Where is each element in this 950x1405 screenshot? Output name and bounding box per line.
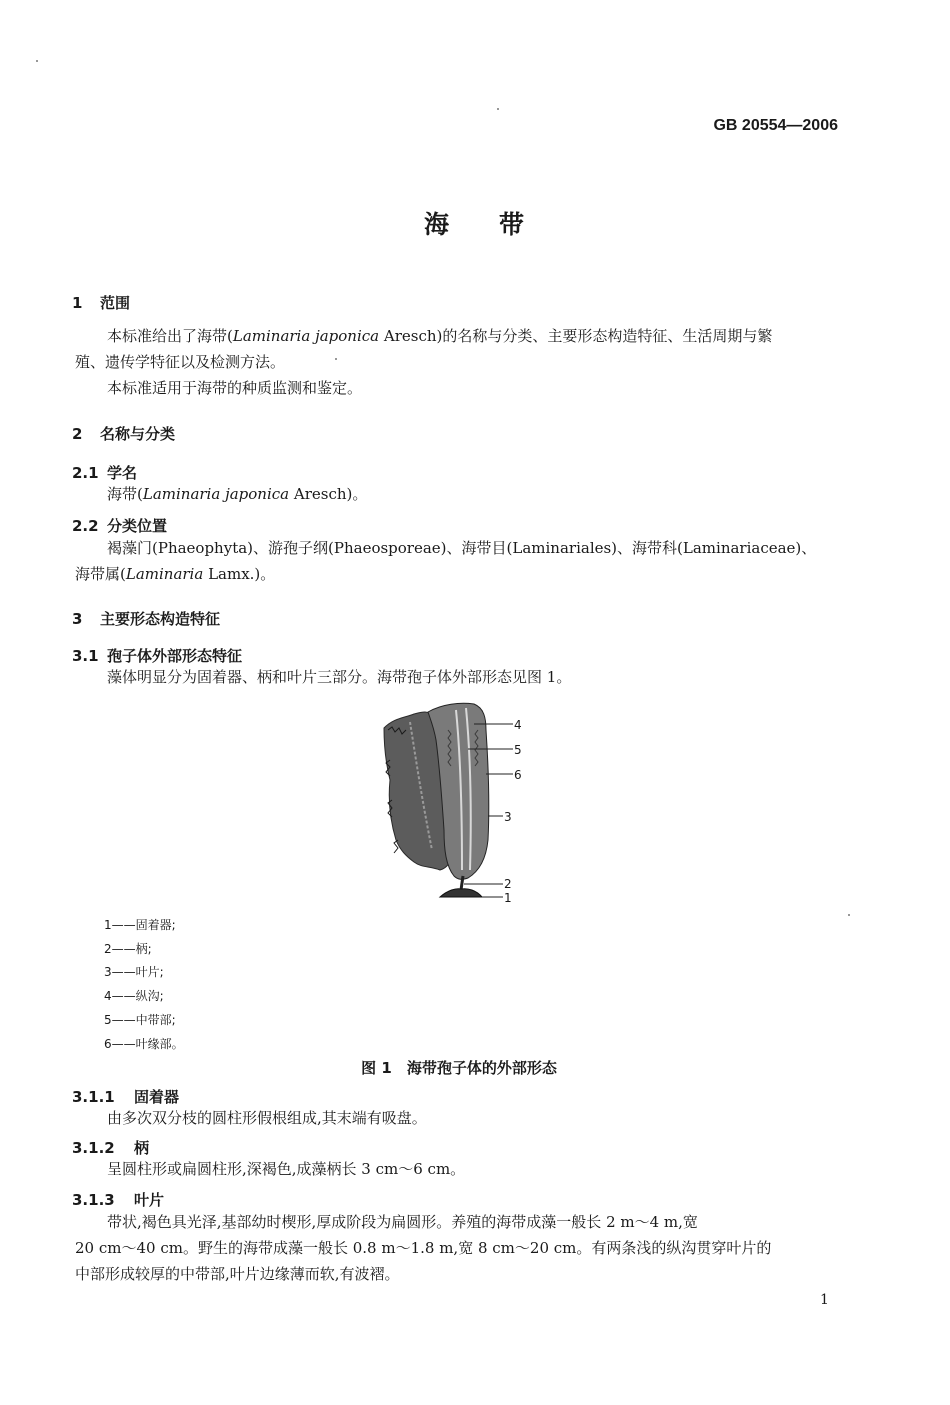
figure-caption: 图 1 海带孢子体的外部形态 bbox=[361, 1059, 557, 1077]
section-1-para-2: 本标准适用于海带的种质监测和鉴定。 bbox=[107, 379, 363, 397]
figure-label-2: 2 bbox=[504, 877, 512, 891]
section-2-2-line-1: 褐藻门(Phaeophyta)、游孢子纲(Phaeosporeae)、海带目(Laminariales)、海带科(Laminariaceae)、 bbox=[107, 539, 817, 557]
figure-label-4: 4 bbox=[514, 718, 522, 732]
figure-label-6: 6 bbox=[514, 768, 522, 782]
section-3-1-3-heading: 3.1.3 叶片 bbox=[72, 1191, 165, 1209]
section-3-1-heading: 3.1 孢子体外部形态特征 bbox=[72, 647, 243, 665]
page-number: 1 bbox=[820, 1292, 829, 1308]
figure-label-3: 3 bbox=[504, 810, 512, 824]
legend-item-3: 3——叶片; bbox=[104, 965, 164, 979]
scan-speck bbox=[497, 108, 499, 110]
section-3-1-3-line-3: 中部形成较厚的中带部,叶片边缘薄而软,有波褶。 bbox=[75, 1265, 400, 1283]
legend-item-1: 1——固着器; bbox=[104, 918, 176, 932]
section-3-1-2-heading: 3.1.2 柄 bbox=[72, 1139, 150, 1157]
section-3-1-2-text: 呈圆柱形或扁圆柱形,深褐色,成藻柄长 3 cm～6 cm。 bbox=[107, 1160, 466, 1178]
legend-item-2: 2——柄; bbox=[104, 942, 152, 956]
figure-label-1: 1 bbox=[504, 891, 512, 905]
section-1-para-1-line-1: 本标准给出了海带(Laminaria japonica Aresch)的名称与分类、主要形态构造特征、生活周期与繁 bbox=[107, 327, 773, 345]
section-3-heading: 3 主要形态构造特征 bbox=[72, 610, 221, 628]
section-3-1-1-heading: 3.1.1 固着器 bbox=[72, 1088, 180, 1106]
section-2-1-heading: 2.1 学名 bbox=[72, 464, 138, 482]
section-1-para-1-line-2: 殖、遗传学特征以及检测方法。 bbox=[75, 353, 286, 371]
scan-speck bbox=[36, 60, 38, 62]
section-3-1-3-line-1: 带状,褐色具光泽,基部幼时楔形,厚成阶段为扁圆形。养殖的海带成藻一般长 2 m～4 m,宽 bbox=[107, 1213, 698, 1231]
legend-item-4: 4——纵沟; bbox=[104, 989, 164, 1003]
legend-item-5: 5——中带部; bbox=[104, 1013, 176, 1027]
section-1-heading: 1 范围 bbox=[72, 294, 131, 312]
scan-speck bbox=[848, 914, 850, 916]
section-2-heading: 2 名称与分类 bbox=[72, 425, 176, 443]
scan-speck bbox=[335, 358, 337, 360]
standard-number: GB 20554—2006 bbox=[713, 117, 838, 134]
section-2-2-line-2: 海带属(Laminaria Lamx.)。 bbox=[75, 565, 276, 583]
section-3-1-text: 藻体明显分为固着器、柄和叶片三部分。海带孢子体外部形态见图 1。 bbox=[107, 668, 572, 686]
page-title: 海 带 bbox=[423, 210, 527, 239]
section-3-1-3-line-2: 20 cm～40 cm。野生的海带成藻一般长 0.8 m～1.8 m,宽 8 cm～20 cm。有两条浅的纵沟贯穿叶片的 bbox=[75, 1239, 772, 1257]
section-2-2-heading: 2.2 分类位置 bbox=[72, 517, 168, 535]
legend-item-6: 6——叶缘部。 bbox=[104, 1037, 184, 1051]
figure-label-5: 5 bbox=[514, 743, 522, 757]
section-3-1-1-text: 由多次双分枝的圆柱形假根组成,其末端有吸盘。 bbox=[107, 1109, 427, 1127]
section-2-1-text: 海带(Laminaria japonica Aresch)。 bbox=[107, 485, 368, 503]
